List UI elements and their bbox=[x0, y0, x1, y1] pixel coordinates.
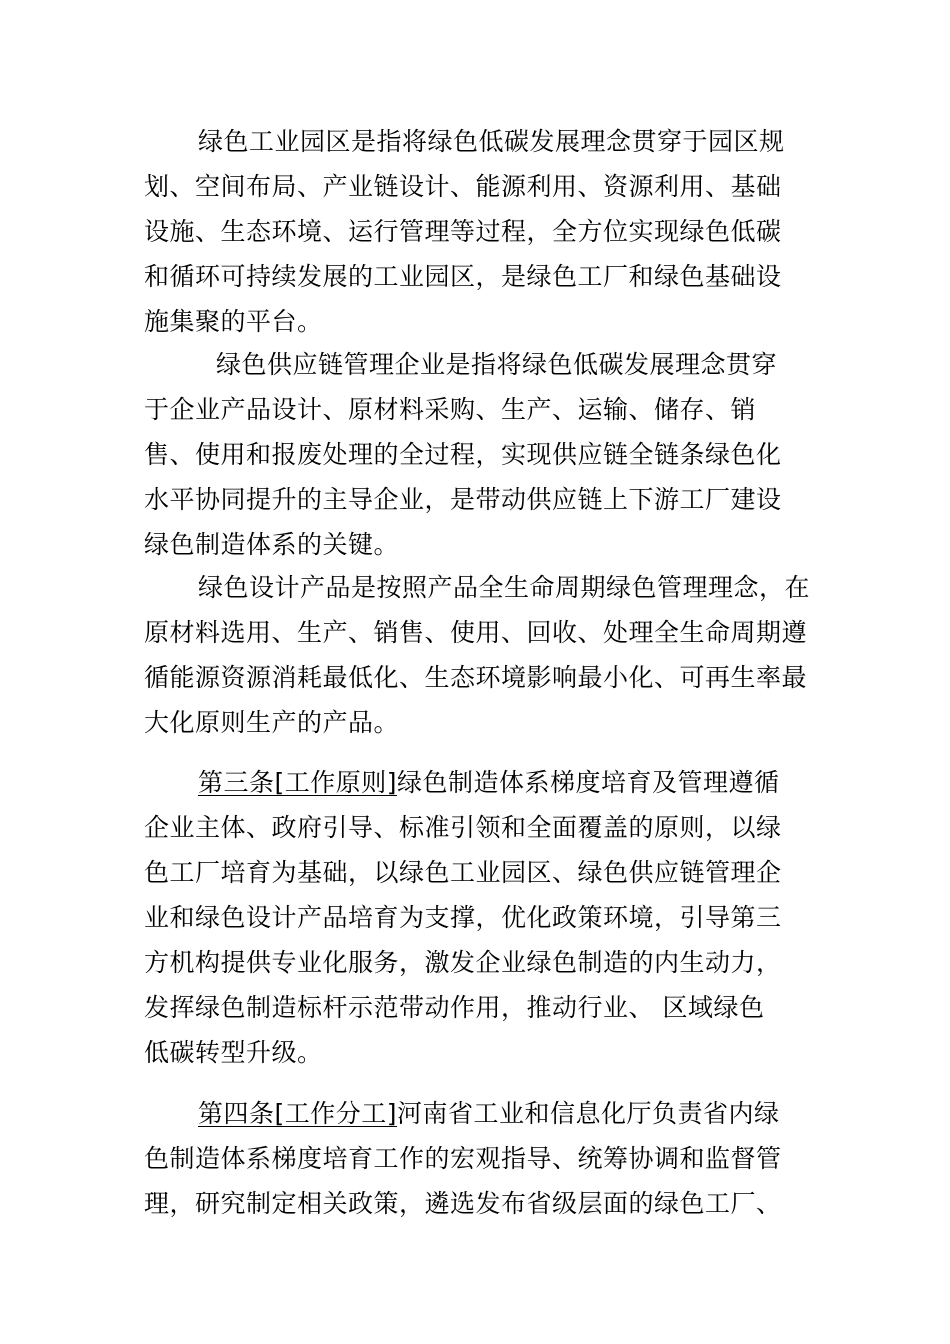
paragraph-3-line-3: 循能源资源消耗最低化、生态环境影响最小化、可再生率最 bbox=[144, 663, 808, 692]
article-3-line-6: 发挥绿色制造标杆示范带动作用，推动行业、 区域绿色 bbox=[144, 993, 765, 1022]
paragraph-3-line-2: 原材料选用、生产、销售、使用、回收、处理全生命周期遵 bbox=[144, 618, 808, 647]
paragraph-1-line-1: 绿色工业园区是指将绿色低碳发展理念贯穿于园区规 bbox=[198, 127, 785, 156]
article-3-line-5: 方机构提供专业化服务，激发企业绿色制造的内生动力， bbox=[144, 948, 782, 977]
paragraph-2-line-1: 绿色供应链管理企业是指将绿色低碳发展理念贯穿 bbox=[216, 350, 778, 379]
article-3-first-line bbox=[198, 763, 780, 803]
paragraph-2-line-4: 水平协同提升的主导企业，是带动供应链上下游工厂建设 bbox=[144, 485, 782, 514]
article-4-first-text: 河南省工业和信息化厅负责省内绿 bbox=[397, 1099, 780, 1128]
paragraph-1-line-2: 划、空间布局、产业链设计、能源利用、资源利用、基础 bbox=[144, 172, 782, 201]
article-4-line-2: 色制造体系梯度培育工作的宏观指导、统筹协调和监督管 bbox=[144, 1144, 782, 1173]
article-3-first-text: 绿色制造体系梯度培育及管理遵循 bbox=[397, 768, 780, 797]
paragraph-2-line-3: 售、使用和报废处理的全过程，实现供应链全链条绿色化 bbox=[144, 440, 782, 469]
article-3-line-4: 业和绿色设计产品培育为支撑，优化政策环境，引导第三 bbox=[144, 903, 782, 932]
paragraph-3-line-4: 大化原则生产的产品。 bbox=[144, 708, 400, 737]
article-4-heading: 第四条[工作分工] bbox=[198, 1099, 398, 1128]
paragraph-2-line-2: 于企业产品设计、原材料采购、生产、运输、储存、销 bbox=[144, 395, 757, 424]
paragraph-1-line-4: 和循环可持续发展的工业园区，是绿色工厂和绿色基础设 bbox=[144, 262, 782, 291]
paragraph-3-line-1: 绿色设计产品是按照产品全生命周期绿色管理理念，在 bbox=[198, 573, 811, 602]
article-3-line-3: 色工厂培育为基础，以绿色工业园区、绿色供应链管理企 bbox=[144, 858, 782, 887]
article-4-line-3: 理，研究制定相关政策，遴选发布省级层面的绿色工厂、 bbox=[144, 1189, 782, 1218]
paragraph-1-line-3: 设施、生态环境、运行管理等过程，全方位实现绿色低碳 bbox=[144, 217, 782, 246]
paragraph-2-line-5: 绿色制造体系的关键。 bbox=[144, 530, 400, 559]
article-4-first-line bbox=[198, 1094, 780, 1134]
article-3-heading: 第三条[工作原则] bbox=[198, 768, 398, 797]
paragraph-1-line-5: 施集聚的平台。 bbox=[144, 307, 323, 336]
article-3-line-2: 企业主体、政府引导、标准引领和全面覆盖的原则，以绿 bbox=[144, 813, 782, 842]
article-3-line-7: 低碳转型升级。 bbox=[144, 1038, 323, 1067]
